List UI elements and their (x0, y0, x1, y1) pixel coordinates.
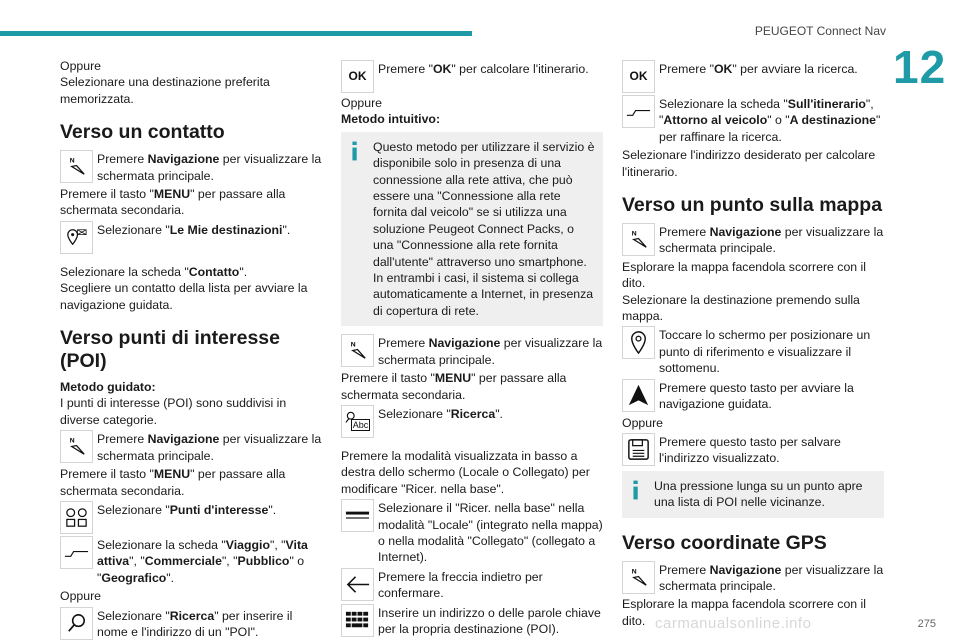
my-destinations-icon (60, 221, 93, 254)
step-text: Selezionare il "Ricer. nella base" nella modalità "Locale" (integrato nella mappa) o nella modalità "Collegato" (collegato a Internet). (378, 501, 603, 565)
navigation-icon (622, 561, 655, 594)
paragraph: Oppure (341, 96, 383, 110)
info-icon (349, 139, 367, 165)
svg-text:N: N (631, 230, 637, 238)
column-3 (622, 58, 884, 629)
header-accent-bar (0, 31, 472, 36)
step-mode (341, 499, 603, 566)
ok-icon: OK (622, 60, 655, 93)
navigation-icon (622, 223, 655, 256)
poi-icon (60, 501, 93, 534)
watermark: carmanualsonline.info (655, 615, 812, 632)
step-text: Toccare lo schermo per posizionare un punto di riferimento e visualizzare il sottomenu. (659, 328, 871, 376)
step-save (622, 433, 884, 467)
step-text: Premere Navigazione per visualizzare la schermata principale. (378, 336, 603, 367)
column-1 (60, 58, 322, 640)
save-icon (622, 433, 655, 466)
step-text: Premere la freccia indietro per confermare. (378, 569, 543, 601)
step-text: Selezionare la scheda "Viaggio", "Vita attiva", "Commerciale", "Pubblico" o "Geografico". (97, 537, 308, 585)
step-tabs (60, 536, 322, 586)
step-text: Premere Navigazione per visualizzare la schermata principale. (97, 432, 322, 463)
paragraph: Selezionare la destinazione premendo sulla mappa. (622, 292, 860, 324)
navigation-icon (60, 430, 93, 463)
step-ok (622, 60, 884, 93)
step-text: Selezionare "Le Mie destinazioni". (97, 222, 291, 237)
step-text: Selezionare "Ricerca". (378, 406, 503, 421)
step-search (60, 607, 322, 640)
paragraph: Oppure (60, 589, 102, 604)
paragraph: Premere il tasto "MENU" per passare alla schermata secondaria. (60, 467, 286, 498)
step-text: Inserire un indirizzo o delle parole chiave per la propria destinazione (POI). (378, 605, 601, 636)
paragraph: Premere il tasto "MENU" per passare alla schermata secondaria. (60, 187, 286, 218)
paragraph: Selezionare la scheda "Contatto". (60, 264, 248, 279)
paragraph: Premere il tasto "MENU" per passare alla schermata secondaria. (341, 371, 567, 402)
section-heading-map-point: Verso un punto sulla mappa (622, 194, 883, 217)
step-search (341, 405, 603, 438)
step-text: Premere Navigazione per visualizzare la schermata principale. (659, 225, 884, 256)
step-text: Selezionare "Punti d'interesse". (97, 502, 277, 517)
svg-text:N: N (350, 341, 356, 349)
svg-text:N: N (631, 568, 637, 576)
step-text: Selezionare la scheda "Sull'itinerario", "Attorno al veicolo" o "A destinazione" per raffinare la ricerca. (659, 97, 881, 144)
step-navigation (60, 150, 322, 184)
tab-icon (60, 536, 93, 569)
step-pin (622, 326, 884, 376)
step-text: Premere Navigazione per visualizzare la schermata principale. (97, 152, 322, 183)
paragraph: Selezionare l'indirizzo desiderato per calcolare l'itinerario. (622, 148, 876, 179)
search-icon (60, 607, 93, 640)
tab-icon (622, 95, 655, 128)
info-icon (630, 478, 648, 504)
paragraph: Esplorare la mappa facendola scorrere con il dito. (622, 259, 867, 291)
section-heading-contact: Verso un contatto (60, 121, 225, 144)
step-navigation (622, 561, 884, 595)
step-text: Premere questo tasto per avviare la navigazione guidata. (659, 380, 854, 412)
keyboard-icon (341, 604, 374, 637)
paragraph: Premere la modalità visualizzata in basso a destra dello schermo (Locale o Collegato) per modificare "Ricer. nella base". (341, 448, 590, 496)
paragraph: Selezionare una destinazione preferita memorizzata. (60, 75, 270, 106)
step-text: Premere questo tasto per salvare l'indirizzo visualizzato. (659, 434, 841, 466)
paragraph: Scegliere un contatto della lista per avviare la navigazione guidata. (60, 281, 308, 312)
step-keyboard (341, 604, 603, 638)
navigation-icon (60, 150, 93, 183)
step-text: Selezionare "Ricerca" per inserire il nome e l'indirizzo di un "POI". (97, 608, 293, 639)
info-text: Questo metodo per utilizzare il servizio è disponibile solo in presenza di una connessione alla rete attiva, che può essere una "Connessione alla rete fornita dal veicolo" se si utilizza una soluzione Peugeot Connect Packs, o una "Connessione alla rete fornita dall'utente" attraverso uno smartphone. In entrambi i casi, il sistema si collega automaticamente a Internet, in presenza di copertura di rete. (373, 139, 595, 318)
svg-text:N: N (69, 437, 75, 445)
section-heading-gps: Verso coordinate GPS (622, 531, 827, 554)
step-navigation (60, 430, 322, 464)
ok-icon: OK (341, 60, 374, 93)
step-text: Premere "OK" per avviare la ricerca. (659, 62, 858, 76)
section-heading-poi: Verso punti di interesse (POI) (60, 327, 280, 373)
back-arrow-icon (341, 568, 374, 601)
mode-bar-icon (341, 499, 374, 532)
paragraph: Esplorare la mappa facendola scorrere con il dito. (622, 597, 867, 628)
navigation-icon (341, 334, 374, 367)
step-text: Premere "OK" per calcolare l'itinerario. (378, 62, 589, 76)
step-back (341, 568, 603, 602)
step-guidance (622, 379, 884, 413)
info-box (341, 132, 603, 326)
header-title: PEUGEOT Connect Nav (754, 24, 886, 38)
info-box (622, 471, 884, 518)
map-pin-icon (622, 326, 655, 359)
chapter-number: 12 (893, 41, 947, 93)
step-text: Premere Navigazione per visualizzare la schermata principale. (659, 562, 884, 593)
step-navigation (341, 334, 603, 368)
step-my-destinations (60, 221, 322, 254)
paragraph: Oppure (622, 415, 664, 430)
page-number: 275 (917, 618, 936, 630)
paragraph: Oppure (60, 59, 102, 73)
paragraph: I punti di interesse (POI) sono suddivisi in diverse categorie. (60, 396, 287, 427)
method-label: Metodo guidato: (60, 380, 156, 395)
step-tabs (622, 95, 884, 145)
column-2 (341, 58, 603, 639)
method-label: Metodo intuitivo: (341, 112, 441, 127)
svg-text:N: N (69, 157, 75, 165)
guidance-arrow-icon (622, 379, 655, 412)
step-poi (60, 501, 322, 534)
step-navigation (622, 223, 884, 257)
text-search-icon: Abc (341, 405, 374, 438)
step-ok (341, 60, 603, 93)
info-text: Una pressione lunga su un punto apre una lista di POI nelle vicinanze. (654, 478, 863, 510)
